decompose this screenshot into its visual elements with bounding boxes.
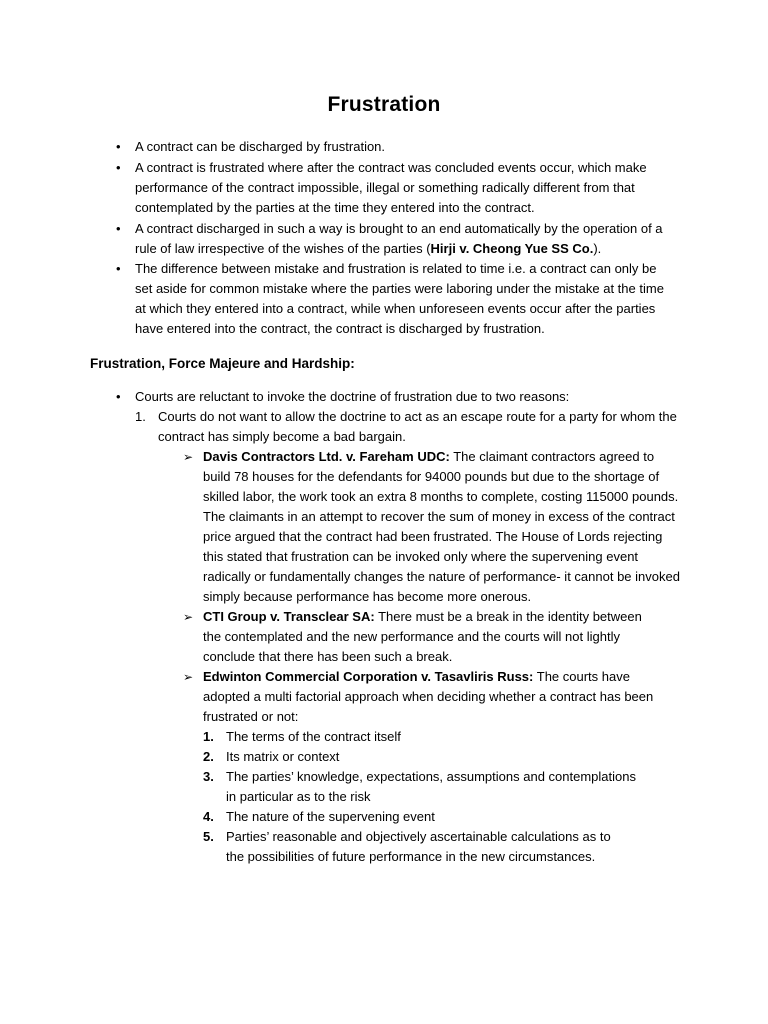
factor-item: The terms of the contract itself [226, 729, 401, 744]
factor-number: 4. [203, 809, 214, 824]
case-name: CTI Group v. Transclear SA: [203, 609, 375, 624]
bullet-item [135, 158, 660, 218]
case-text: There must be a break in the identity between the contemplated and the new performance and the courts will not lightly conclude that there has been such a break. [203, 609, 642, 664]
factor-number: 5. [203, 829, 214, 844]
bullet-glyph: • [116, 261, 121, 276]
bullet-text: A contract is frustrated where after the contract was concluded events occur, which make performance of the contract impossible, illegal or something radically different from that contemplated by the parties at the time they entered into the contract. [135, 160, 647, 215]
case-name: Edwinton Commercial Corporation v. Tasavliris Russ: [203, 669, 534, 684]
case-item [203, 447, 681, 607]
numbered-label: 1. [135, 409, 146, 424]
bullet-item [135, 137, 695, 157]
bullet-text-pre: A contract discharged in such a way is brought to an end automatically by the operation of a rule of law irrespective of the wishes of the parties ( [135, 221, 663, 256]
bullet-glyph: • [116, 139, 121, 154]
factor-number: 2. [203, 749, 214, 764]
bullet-item [135, 219, 685, 259]
factor-item: The parties’ knowledge, expectations, assumptions and contemplations in particular as to the risk [226, 769, 636, 804]
section-heading: Frustration, Force Majeure and Hardship: [90, 356, 355, 371]
case-text: The courts have adopted a multi factorial approach when deciding whether a contract has been frustrated or not: [203, 669, 654, 724]
bullet-item [135, 259, 675, 339]
bullet-text: The difference between mistake and frustration is related to time i.e. a contract can only be set aside for common mistake where the parties were laboring under the mistake at the time at which they entered into a contract, while when unforeseen events occur after the parties have entered into the contract, the contract is discharged by frustration. [135, 261, 664, 336]
case-item [203, 607, 653, 667]
bullet-glyph: • [116, 389, 121, 404]
bullet-text: A contract can be discharged by frustration. [135, 139, 386, 154]
numbered-item: Courts do not want to allow the doctrine to act as an escape route for a party for whom the contract has simply become a bad bargain. [158, 409, 677, 444]
bullet-glyph: • [116, 221, 121, 236]
case-name: Davis Contractors Ltd. v. Fareham UDC: [203, 449, 450, 464]
arrow-bullet-icon: ➢ [183, 670, 194, 684]
factor-item: Its matrix or context [226, 749, 340, 764]
arrow-bullet-icon: ➢ [183, 610, 194, 624]
case-text: The claimant contractors agreed to build 78 houses for the defendants for 94000 pounds but due to the shortage of skilled labor, the work took an extra 8 months to complete, costing 115000 pounds. The claimants in an attempt to recover the sum of money in excess of the contract price argued that the contract had been frustrated. The House of Lords rejecting this stated that frustration can be invoked only where the supervening event radically or fundamentally changes the nature of performance- it cannot be invoked simply because performance has become more onerous. [203, 449, 680, 604]
section-bullet: Courts are reluctant to invoke the doctrine of frustration due to two reasons: [135, 389, 570, 404]
page-title: Frustration [327, 93, 441, 116]
factor-number: 1. [203, 729, 214, 744]
arrow-bullet-icon: ➢ [183, 450, 194, 464]
bullet-text-post: ). [593, 241, 602, 256]
case-item [203, 667, 673, 727]
case-citation: Hirji v. Cheong Yue SS Co. [430, 241, 594, 256]
factor-number: 3. [203, 769, 214, 784]
factor-item: Parties’ reasonable and objectively ascertainable calculations as to the possibilities of future performance in the new circumstances. [226, 829, 611, 864]
bullet-glyph: • [116, 160, 121, 175]
factor-item: The nature of the supervening event [226, 809, 435, 824]
